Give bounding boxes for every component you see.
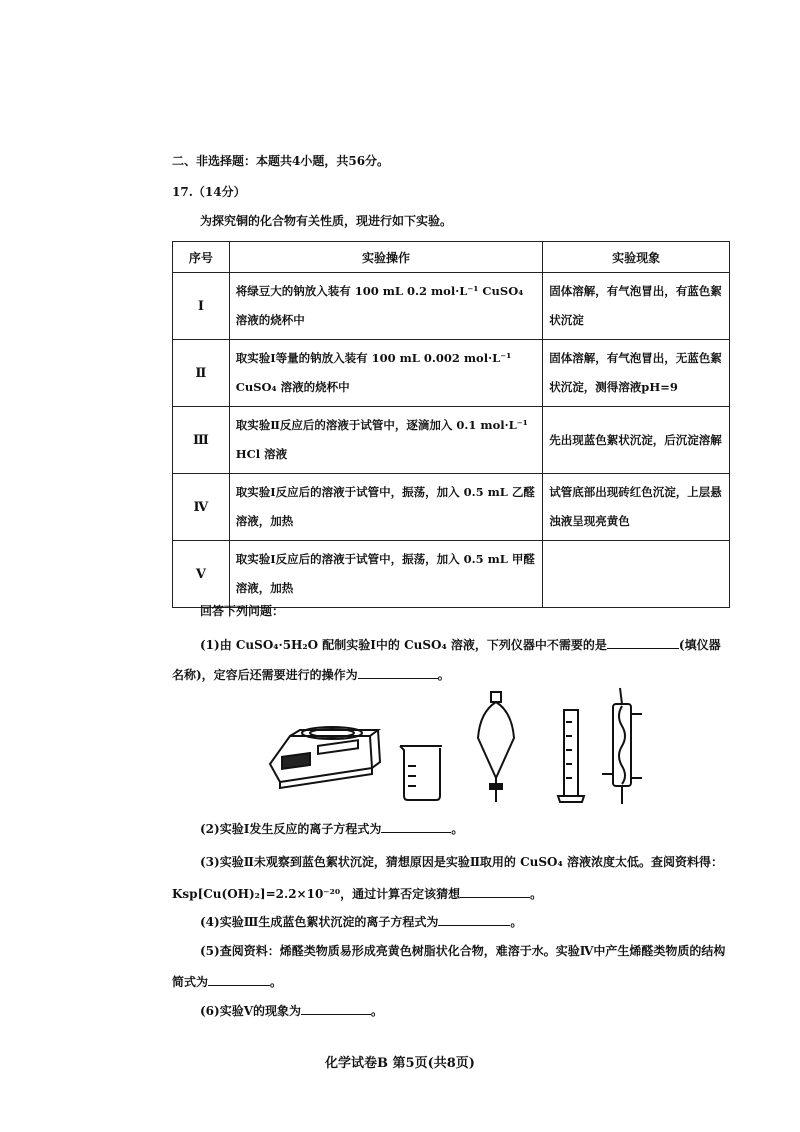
q1-text-2: 名称)，定容后还需要进行的操作为 (172, 668, 358, 682)
table-row (173, 273, 730, 340)
page-footer: 化学试卷B 第5页(共8页) (325, 1056, 475, 1071)
row-phenomenon: 先出现蓝色絮状沉淀，后沉淀溶解 (543, 407, 730, 474)
row-phenomenon (543, 541, 730, 608)
question-4 (200, 913, 522, 930)
question-3-cont (172, 885, 542, 902)
row-operation: 将绿豆大的钠放入装有 100 mL 0.2 mol·L⁻¹ CuSO₄ 溶液的烧杯中 (229, 273, 543, 340)
table-row (173, 340, 730, 407)
row-operation: 取实验Ⅰ反应后的溶液于试管中，振荡，加入 0.5 mL 乙醛溶液，加热 (229, 474, 543, 541)
row-number: Ⅲ (173, 407, 230, 474)
q5-text-2: 简式为 (172, 975, 209, 989)
beaker-icon (400, 746, 442, 800)
period: 。 (510, 915, 523, 929)
question-number: 17.（14分） (172, 185, 246, 199)
q1-text: (1)由 CuSO₄·5H₂O 配制实验Ⅰ中的 CuSO₄ 溶液，下列仪器中不需要的是 (200, 638, 607, 652)
answer-blank[interactable] (438, 925, 510, 926)
answer-blank[interactable] (301, 1014, 371, 1015)
answer-blank[interactable] (460, 897, 530, 898)
period: 。 (451, 822, 464, 836)
question-1 (200, 636, 721, 653)
row-phenomenon: 固体溶解，有气泡冒出，有蓝色絮状沉淀 (543, 273, 730, 340)
row-operation: 取实验Ⅱ反应后的溶液于试管中，逐滴加入 0.1 mol·L⁻¹ HCl 溶液 (229, 407, 543, 474)
answer-prompt: 回答下列问题： (200, 604, 285, 618)
row-number: Ⅳ (173, 474, 230, 541)
answer-blank[interactable] (208, 985, 270, 986)
question-1-cont (172, 666, 450, 683)
question-5: (5)查阅资料：烯醛类物质易形成亮黄色树脂状化合物，难溶于水。实验Ⅳ中产生烯醛类物质的结构 (200, 944, 726, 958)
graduated-cylinder-icon (558, 710, 584, 802)
table-row (173, 474, 730, 541)
question-2 (200, 820, 463, 837)
table-header: 序号 (173, 242, 230, 273)
answer-blank[interactable] (381, 832, 451, 833)
row-phenomenon: 试管底部出现砖红色沉淀，上层悬浊液呈现亮黄色 (543, 474, 730, 541)
experiment-table (172, 241, 730, 608)
table-row (173, 541, 730, 608)
row-number: Ⅱ (173, 340, 230, 407)
table-header: 实验现象 (543, 242, 730, 273)
intro-text: 为探究铜的化合物有关性质，现进行如下实验。 (200, 214, 453, 228)
question-5-cont (172, 973, 282, 990)
answer-blank[interactable] (358, 678, 438, 679)
row-operation: 取实验Ⅰ反应后的溶液于试管中，振荡，加入 0.5 mL 甲醛溶液，加热 (229, 541, 543, 608)
q4-text: (4)实验Ⅲ生成蓝色絮状沉淀的离子方程式为 (200, 915, 439, 929)
apparatus-figure (260, 686, 650, 806)
table-header-row (173, 242, 730, 273)
q2-text: (2)实验Ⅰ发生反应的离子方程式为 (200, 822, 382, 836)
separatory-funnel-icon (478, 692, 514, 802)
table-row (173, 407, 730, 474)
question-6 (200, 1002, 383, 1019)
period: 。 (371, 1004, 384, 1018)
answer-blank[interactable] (607, 648, 679, 649)
q3-text-2: Ksp[Cu(OH)₂]=2.2×10⁻²⁰，通过计算否定该猜想 (172, 887, 461, 901)
electronic-balance-icon (270, 727, 380, 788)
period: 。 (437, 668, 450, 682)
section-heading: 二、非选择题：本题共4小题，共56分。 (172, 154, 390, 168)
period: 。 (530, 887, 543, 901)
q1-text-end: (填仪器 (678, 638, 721, 652)
row-operation: 取实验Ⅰ等量的钠放入装有 100 mL 0.002 mol·L⁻¹ CuSO₄ 溶液的烧杯中 (229, 340, 543, 407)
condenser-icon (602, 688, 642, 804)
row-number: Ⅴ (173, 541, 230, 608)
q6-text: (6)实验Ⅴ的现象为 (200, 1004, 302, 1018)
row-number: Ⅰ (173, 273, 230, 340)
row-phenomenon: 固体溶解，有气泡冒出，无蓝色絮状沉淀，测得溶液pH=9 (543, 340, 730, 407)
period: 。 (270, 975, 283, 989)
table-header: 实验操作 (229, 242, 543, 273)
question-3: (3)实验Ⅱ未观察到蓝色絮状沉淀，猜想原因是实验Ⅱ取用的 CuSO₄ 溶液浓度太低。查阅资料得： (200, 855, 723, 869)
